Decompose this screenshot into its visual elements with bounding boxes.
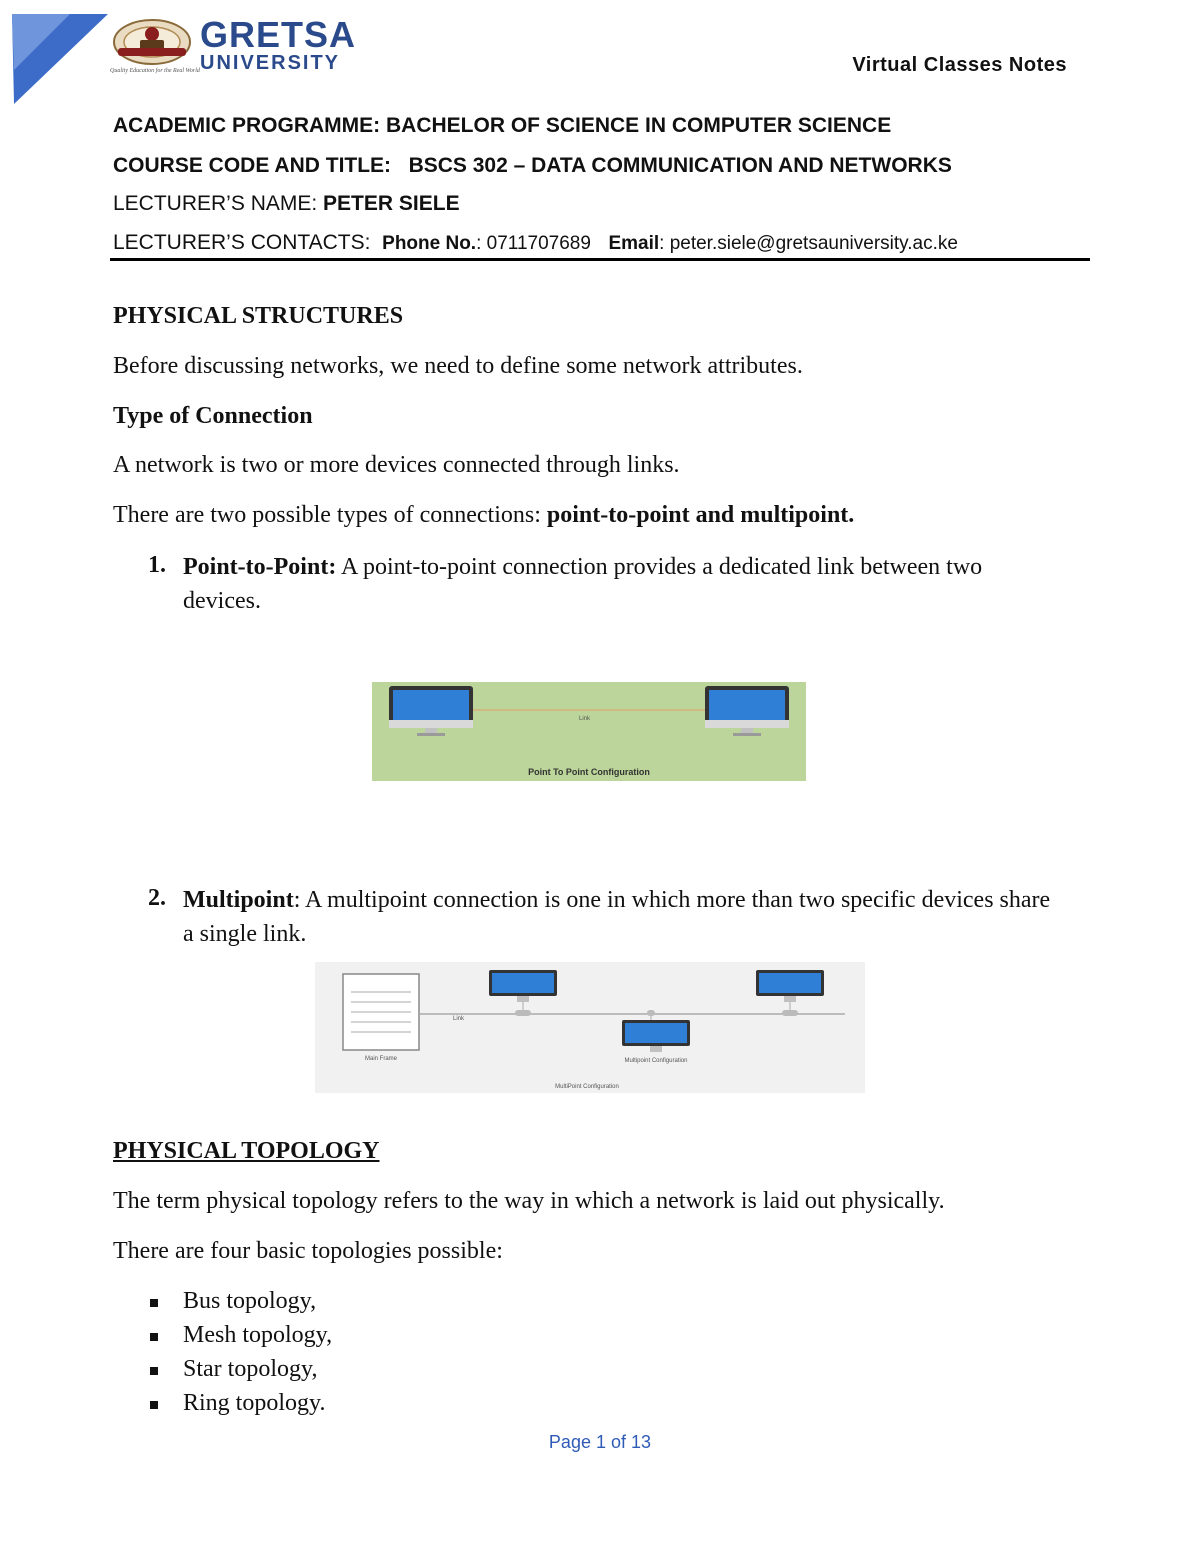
email-label: Email <box>608 233 660 254</box>
subheading-type-of-connection: Type of Connection <box>113 403 313 429</box>
page-word: Page <box>548 1432 591 1452</box>
bullet-square-icon <box>150 1299 158 1307</box>
contacts-label: LECTURER’S CONTACTS: <box>113 231 371 254</box>
programme-label: ACADEMIC PROGRAMME: <box>113 114 381 137</box>
page-footer <box>0 1432 1200 1453</box>
point-to-point-diagram <box>372 682 806 781</box>
course-label: COURSE CODE AND TITLE: <box>113 154 392 177</box>
page-number: 1 <box>595 1432 606 1452</box>
programme-line <box>113 114 891 138</box>
fig2-node-label: Multipoint Configuration <box>624 1058 688 1064</box>
bullet-square-icon <box>150 1367 158 1375</box>
email-value: : peter.siele@gretsauniversity.ac.ke <box>659 233 958 254</box>
multipoint-diagram <box>315 962 865 1093</box>
list-item-multipoint <box>183 883 1063 951</box>
header-divider <box>110 258 1090 261</box>
topology-item-mesh: Mesh topology, <box>183 1322 333 1348</box>
point-to-point-term: Point-to-Point: <box>183 554 337 580</box>
section-title-physical-topology: PHYSICAL TOPOLOGY <box>113 1138 380 1164</box>
phone-value: : 0711707689 <box>476 233 591 254</box>
topology-item-ring: Ring topology. <box>183 1390 326 1416</box>
topology-intro: There are four basic topologies possible: <box>113 1238 503 1264</box>
logo-word-gretsa: GRETSA <box>200 14 357 55</box>
mainframe-icon <box>343 974 419 1050</box>
topology-definition: The term physical topology refers to the way in which a network is laid out physically. <box>113 1188 945 1214</box>
connection-types-prefix: There are two possible types of connections: <box>113 502 547 528</box>
fig1-link-label: Link <box>579 716 591 722</box>
connection-types-bold: point-to-point and multipoint. <box>546 502 855 528</box>
course-value: BSCS 302 – DATA COMMUNICATION AND NETWORKS <box>408 154 952 177</box>
bullet-square-icon <box>150 1401 158 1409</box>
crest-icon <box>108 12 196 68</box>
page-total: 13 <box>631 1432 652 1452</box>
topology-item-bus: Bus topology, <box>183 1288 317 1314</box>
intro-paragraph: Before discussing networks, we need to define some network attributes. <box>113 353 803 379</box>
fig2-mainframe-label: Main Frame <box>364 1056 398 1062</box>
fig2-link-label: Link <box>453 1016 465 1022</box>
network-definition: A network is two or more devices connected through links. <box>113 452 680 478</box>
university-logo <box>108 12 378 78</box>
multipoint-term: Multipoint <box>183 887 294 913</box>
multipoint-text: : A multipoint connection is one in which more than two specific devices share a single link. <box>183 887 1051 947</box>
fig1-caption: Point To Point Configuration <box>528 767 650 777</box>
connection-types-paragraph <box>113 502 854 529</box>
bullet-square-icon <box>150 1333 158 1341</box>
phone-label: Phone No. <box>382 233 477 254</box>
lecturer-label: LECTURER’S NAME: <box>113 192 318 215</box>
header-note: Virtual Classes Notes <box>852 54 1067 76</box>
section-title-physical-structures: PHYSICAL STRUCTURES <box>113 303 404 329</box>
programme-value: BACHELOR OF SCIENCE IN COMPUTER SCIENCE <box>386 114 892 137</box>
list-number-2: 2. <box>148 885 166 911</box>
point-to-point-text: A point-to-point connection provides a dedicated link between two devices. <box>183 554 983 614</box>
course-line <box>113 154 952 178</box>
logo-tagline: Quality Education for the Real World <box>110 68 200 74</box>
list-item-point-to-point <box>183 550 1063 618</box>
fig2-caption: MultiPoint Configuration <box>555 1084 619 1090</box>
list-number-1: 1. <box>148 552 166 578</box>
topology-item-star: Star topology, <box>183 1356 318 1382</box>
of-word: of <box>611 1432 627 1452</box>
contacts-line <box>113 231 958 255</box>
corner-decoration <box>0 0 120 110</box>
logo-word-university: UNIVERSITY <box>200 52 341 74</box>
lecturer-line <box>113 192 460 216</box>
lecturer-value: PETER SIELE <box>323 192 460 215</box>
